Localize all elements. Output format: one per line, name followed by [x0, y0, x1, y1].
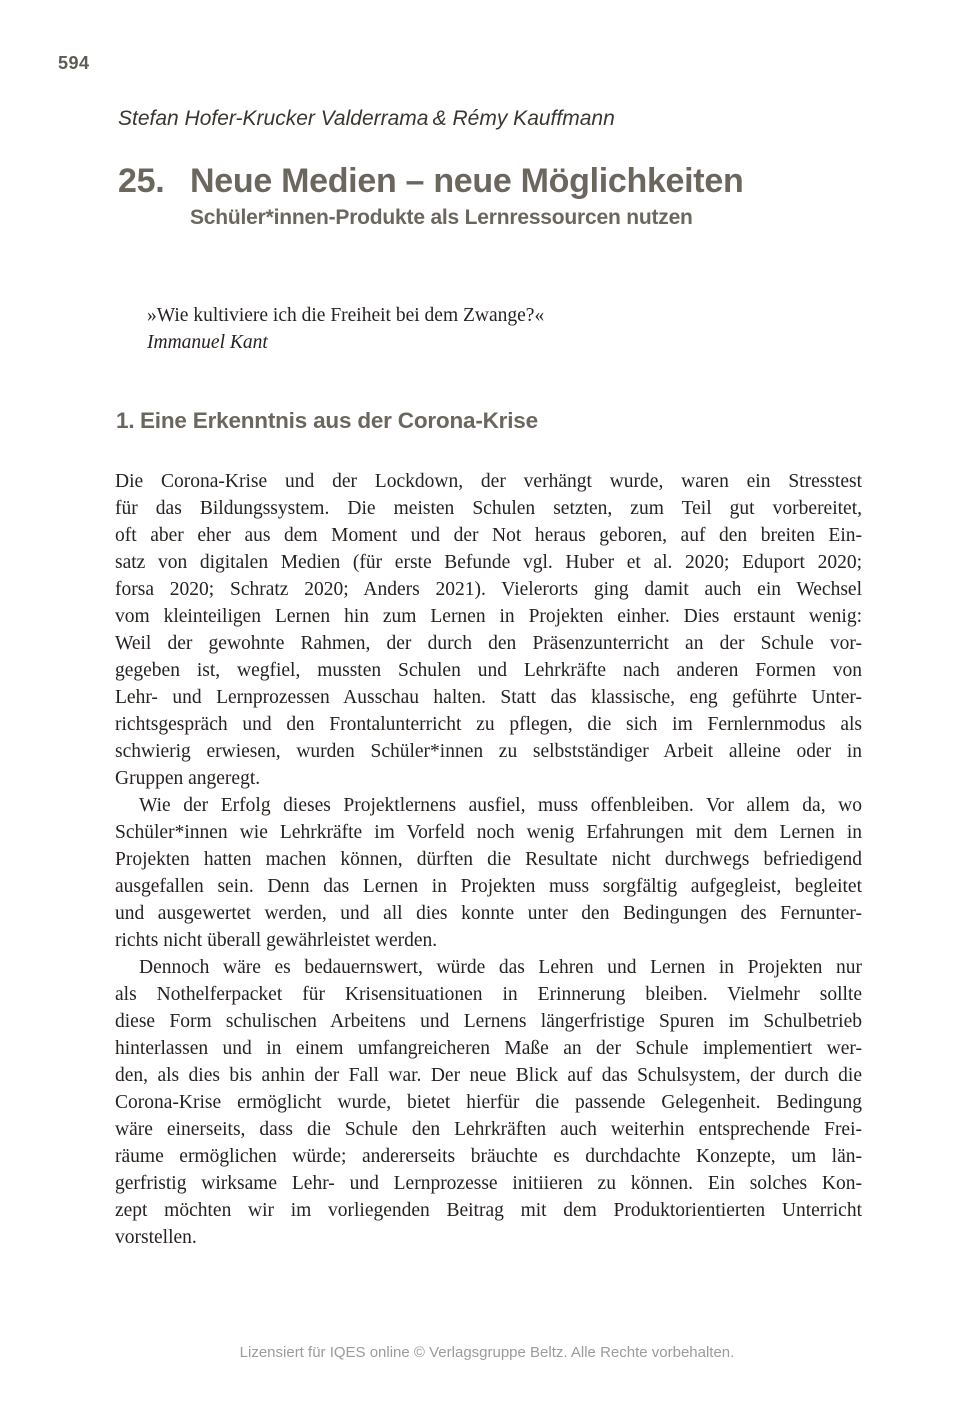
chapter-subtitle: Schüler*innen-Produkte als Lernressourcen nutzen	[190, 206, 693, 229]
section-heading	[116, 408, 538, 434]
body-line: schwierig erwiesen, wurden Schüler*innen zu selbstständiger Arbeit alleine oder in	[115, 741, 862, 762]
body-line: den, als dies bis anhin der Fall war. Der neue Blick auf das Schulsystem, der durch die	[115, 1065, 862, 1086]
body-line: räume ermöglichen würde; andererseits bräuchte es durchdachte Konzepte, um län-	[115, 1146, 862, 1167]
chapter-number: 25.	[118, 162, 165, 200]
body-line: wäre einerseits, dass die Schule den Lehrkräften auch weiterhin entsprechende Frei-	[115, 1119, 862, 1140]
body-line: forsa 2020; Schratz 2020; Anders 2021). Vielerorts ging damit auch ein Wechsel	[115, 579, 862, 600]
body-line: hinterlassen und in einem umfangreicheren Maße an der Schule implementiert wer-	[115, 1038, 862, 1059]
body-line: richtsgespräch und den Frontalunterricht zu pflegen, die sich im Fernlernmodus als	[115, 714, 862, 735]
body-line: und ausgewertet werden, und all dies konnte unter den Bedingungen des Fernunter-	[115, 903, 862, 924]
body-line: gerfristig wirksame Lehr- und Lernprozesse initiieren zu können. Ein solches Kon-	[115, 1173, 862, 1194]
chapter-title-row	[118, 162, 743, 201]
body-line: zept möchten wir im vorliegenden Beitrag mit dem Produktorientierten Unterricht	[115, 1200, 862, 1221]
section-title: Eine Erkenntnis aus der Corona-Krise	[140, 408, 538, 433]
body-line: richts nicht überall gewährleistet werden.	[115, 930, 438, 951]
page-number: 594	[58, 53, 90, 73]
body-line: Corona-Krise ermöglicht wurde, bietet hierfür die passende Gelegenheit. Bedingung	[115, 1092, 862, 1113]
body-paragraphs	[115, 468, 862, 1251]
body-line: oft aber eher aus dem Moment und der Not heraus geboren, auf den breiten Ein-	[115, 525, 862, 546]
author-line: Stefan Hofer-Krucker Valderrama & Rémy Kauffmann	[118, 107, 615, 130]
body-line: Die Corona-Krise und der Lockdown, der verhängt wurde, waren ein Stresstest	[115, 471, 862, 492]
epigraph-quote: »Wie kultiviere ich die Freiheit bei dem Zwange?«	[147, 305, 545, 326]
body-line: Wie der Erfolg dieses Projektlernens ausfiel, muss offenbleiben. Vor allem da, wo	[139, 795, 862, 816]
body-line: für das Bildungssystem. Die meisten Schulen setzten, zum Teil gut vorbereitet,	[115, 498, 862, 519]
body-line: Lehr- und Lernprozessen Ausschau halten. Statt das klassische, eng geführte Unter-	[115, 687, 862, 708]
body-line: als Nothelferpacket für Krisensituationen in Erinnerung bleiben. Vielmehr sollte	[115, 984, 862, 1005]
chapter-title: Neue Medien – neue Möglichkeiten	[190, 162, 744, 200]
body-line: Dennoch wäre es bedauernswert, würde das Lehren und Lernen in Projekten nur	[139, 957, 862, 978]
body-line: gegeben ist, wegfiel, mussten Schulen und Lehrkräfte nach anderen Formen von	[115, 660, 862, 681]
body-line: vorstellen.	[115, 1227, 197, 1248]
epigraph	[147, 302, 544, 356]
license-footer: Lizensiert für IQES online © Verlagsgruppe Beltz. Alle Rechte vorbehalten.	[239, 1344, 735, 1361]
body-line: diese Form schulischen Arbeitens und Lernens längerfristige Spuren im Schulbetrieb	[115, 1011, 862, 1032]
section-number: 1.	[116, 408, 135, 433]
body-line: vom kleinteiligen Lernen hin zum Lernen in Projekten einher. Dies erstaunt wenig:	[115, 606, 862, 627]
body-line: Weil der gewohnte Rahmen, der durch den Präsenzunterricht an der Schule vor-	[115, 633, 862, 654]
epigraph-attribution: Immanuel Kant	[147, 332, 268, 353]
body-line: Schüler*innen wie Lehrkräfte im Vorfeld noch wenig Erfahrungen mit dem Lernen in	[115, 822, 862, 843]
body-line: Projekten hatten machen können, dürften die Resultate nicht durchwegs befriedigend	[115, 849, 862, 870]
body-line: satz von digitalen Medien (für erste Befunde vgl. Huber et al. 2020; Eduport 2020;	[115, 552, 862, 573]
body-line: Gruppen angeregt.	[115, 768, 261, 789]
body-line: ausgefallen sein. Denn das Lernen in Projekten muss sorgfältig aufgegleist, begleitet	[115, 876, 862, 897]
